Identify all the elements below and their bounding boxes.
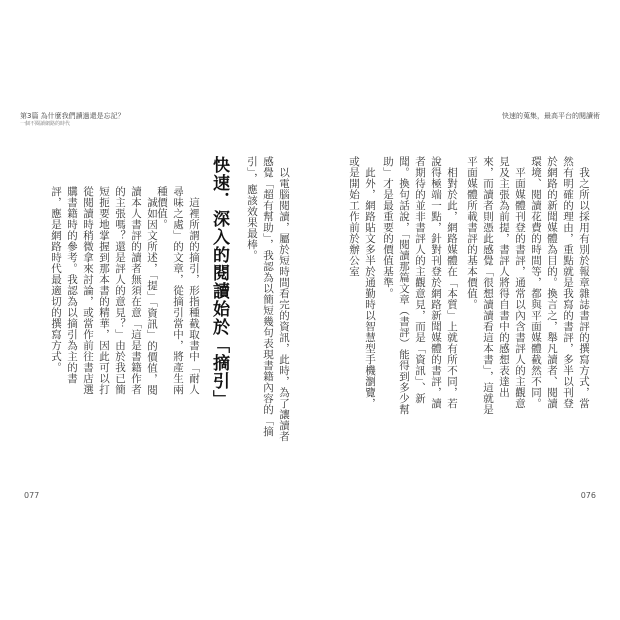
left-header-title: 第3篇 為什麼我們讀過還是忘記？ — [20, 112, 125, 120]
left-paragraph-1-text: 以電腦閱讀，屬於短時間看完的資訊，此時，為了讓讀者感覺「超有幫助」，我認為以簡短幾句表現書籍內容的「摘引」，應該效果最棒。 — [246, 156, 290, 442]
left-page-number: 077 — [24, 491, 40, 500]
left-paragraph-3 — [48, 186, 160, 396]
left-paragraph-1 — [244, 156, 292, 446]
right-paragraph-1-text: 我之所以採用有別於報章雜誌書評的撰寫方式，當然有明確的理由，重點就是我寫的書評，多半以刊登於網路的新聞媒體為目的。換言之，舉凡讀者、閱讀環境、閱讀花費的時間等，都與平面媒體截然不同。 — [530, 156, 590, 409]
right-page-number: 076 — [580, 491, 596, 500]
left-page — [10, 96, 310, 510]
left-header-subtitle: 一個不閱讀網路的時代 — [20, 121, 71, 127]
right-paragraph-4-text: 此外，網路貼文多半於通勤時以智慧型手機瀏覽，或是開始工作前於辦公室 — [348, 156, 376, 409]
right-paragraph-2-text: 平面媒體刊登的書評，通常以內含書評人的主觀意見及主張為前提，書評人將得自書中的感想表達出來，而讀者則憑此感覺「很想讀讀看這本書」，這就是平面媒體所載書評的基本價值。 — [466, 156, 526, 415]
right-paragraph-1 — [528, 156, 592, 416]
right-paragraph-2 — [464, 156, 528, 416]
section-heading: 快速．深入的閱讀始於「摘引」 — [209, 156, 229, 408]
left-running-head — [20, 112, 125, 128]
right-paragraph-4 — [346, 156, 378, 416]
left-paragraph-2-text: 這裡所謂的摘引，形指種截取書中「耐人尋味之處」的文章，從摘引當中，將產生兩種價值。 — [156, 186, 200, 395]
left-paragraph-2 — [154, 186, 202, 396]
right-running-head — [502, 112, 600, 121]
right-page — [310, 96, 610, 510]
right-paragraph-3-text: 相對於此，網路媒體在「本質」上就有所不同，若說得極端一點，針對刊登於網路新聞媒體的書評，讀者期待的並非書評人的主觀意見，而是「資訊」、新聞。換句話說，「閱讀那篇文章（書評）能得到多少幫助」才是最重要的價值基準。 — [382, 156, 458, 415]
left-paragraph-3-text: 誠如因文所述，「提」「資訊」的價值，閱讀本人書評的讀者無須在意「這是書籍作者的主張嗎？還是評人的意見？」由於我已簡短扼要地掌握到那本書的精華，因此可以打從閱讀時稍微拿來討論，或當作前往書店選購書籍時的參考。我認為以摘引為主的書評，應是網路時代最適切的撰寫方式。 — [50, 186, 158, 395]
right-paragraph-3 — [380, 156, 460, 416]
right-header-title: 快速的蒐集，最高平台的閱讀術 — [502, 112, 600, 120]
